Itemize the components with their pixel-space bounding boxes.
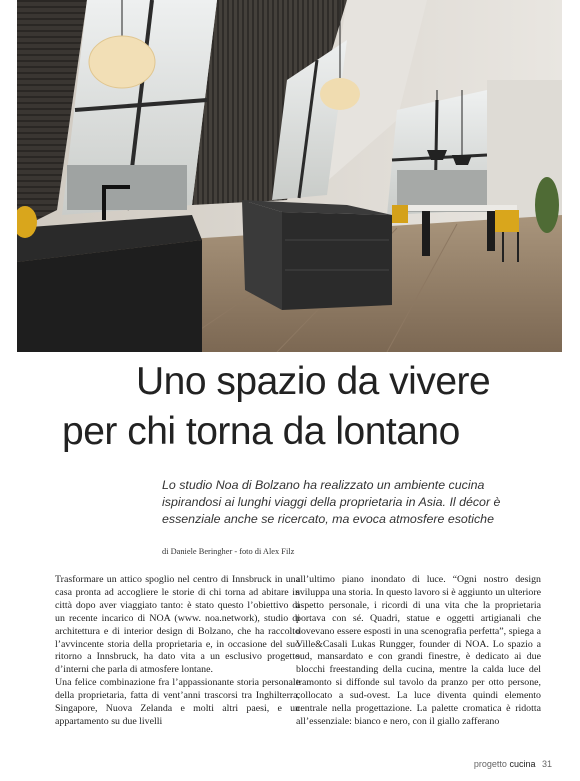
article-standfirst: Lo studio Noa di Bolzano ha realizzato un ambiente cucina ispirandosi ai lunghi viaggi della proprietaria in Asia. Il décor è essenziale anche se ricercato, ma evoca atmosfere esotiche <box>162 478 501 526</box>
body-paragraph: all’ultimo piano inondato di luce. “Ogni nostro design sviluppa una storia. In questo lavoro si è aggiunto un ulteriore aspetto personale, i ricordi di una vita che la proprietaria portava con sé. Quadri, statue e oggetti artigianali che dovevano essere esposti in una scenografia perfetta”, spiega a Ville&Casali Lukas Rungger, founder di NOA. Lo spazio a sud, mansardato e con grandi finestre, è dedicato ai due blocchi freestanding della cucina, mentre la calda luce del tramonto si diffonde sul tavolo da pranzo per otto persone, collocato a sud-ovest. La luce diventa quindi elemento centrale nella progettazione. La palette cromatica è ridotta all’essenziale: bianco e nero, con il giallo zafferano <box>296 574 541 727</box>
magazine-name-light: progetto <box>473 759 507 769</box>
body-column-right <box>296 574 541 729</box>
kitchen-loft-illustration <box>17 0 562 352</box>
article-title-line-1: Uno spazio da vivere <box>136 360 491 403</box>
article-byline: di Daniele Beringher - foto di Alex Filz <box>162 547 295 556</box>
page-footer <box>474 759 552 769</box>
body-paragraph: Una felice combinazione fra l’appassionante storia personale della proprietaria, fatta di vent’anni trascorsi tra Inghilterra, Singapore, Nuova Zelanda e molti altri paesi, e un appartamento su due livelli <box>55 677 300 727</box>
body-column-left <box>55 574 300 729</box>
body-paragraph: Trasformare un attico spoglio nel centro di Innsbruck in una casa pronta ad accogliere le storie di chi torna ad abitare in città dopo aver viaggiato tanto: è stato questo l’obiettivo di un recente incarico di NOA (www. noa.network), studio di architettura e di interior design di Bolzano, che ha raccolto l’avvincente storia della proprietaria e, in occasione del suo ritorno a Innsbruck, ha dato vita a un esclusivo progetto d’interni che parla di atmosfere lontane. <box>55 574 300 676</box>
page-number: 31 <box>541 759 552 769</box>
article-title-line-2: per chi torna da lontano <box>62 410 460 453</box>
magazine-name-bold: cucina <box>509 759 536 769</box>
hero-photo <box>17 0 562 352</box>
